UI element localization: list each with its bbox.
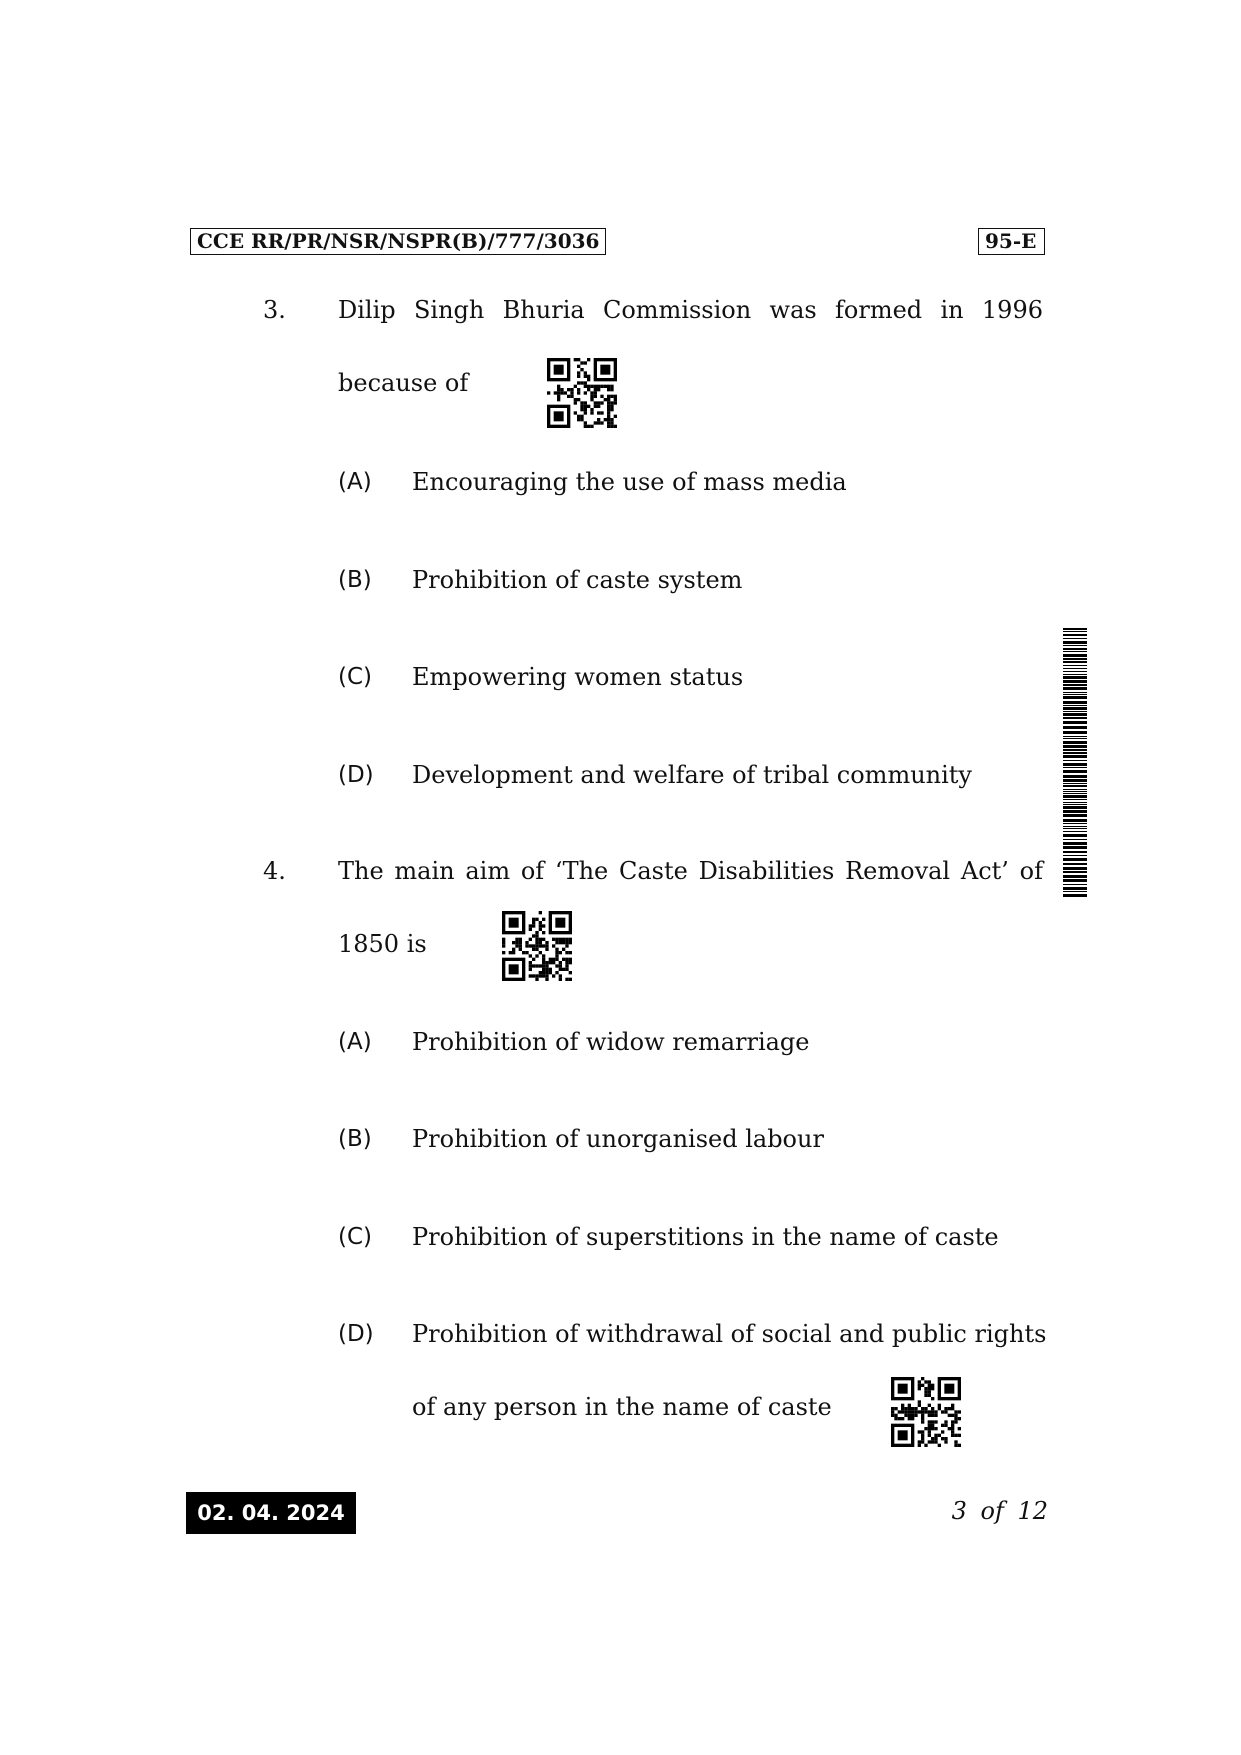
question-3-number: 3. <box>263 296 286 324</box>
question-4-option-label: (D) <box>338 1321 374 1347</box>
question-3-option-text: Empowering women status <box>412 663 744 691</box>
question-4-text-line1: The main aim of ‘The Caste Disabilities Removal Act’ of <box>338 857 1043 885</box>
question-3-option-label: (D) <box>338 762 374 788</box>
qr-code-icon <box>547 358 617 428</box>
question-4-number: 4. <box>263 857 286 885</box>
question-3-option-text: Development and welfare of tribal community <box>412 761 972 789</box>
qr-code-icon <box>891 1377 961 1447</box>
question-4-option-text: Prohibition of unorganised labour <box>412 1125 824 1153</box>
question-3-option-text: Prohibition of caste system <box>412 566 743 594</box>
question-3-option-label: (C) <box>338 664 373 690</box>
paper-code: CCE RR/PR/NSR/NSPR(B)/777/3036 <box>190 228 606 255</box>
question-3-text-line2: because of <box>338 369 469 397</box>
qr-code-icon <box>502 911 572 981</box>
question-3-option-label: (A) <box>338 469 372 495</box>
exam-date-badge: 02. 04. 2024 <box>186 1492 356 1534</box>
question-4-option-text: Prohibition of superstitions in the name of caste <box>412 1223 999 1251</box>
question-4-option-text: Prohibition of widow remarriage <box>412 1028 810 1056</box>
question-4-option-text: Prohibition of withdrawal of social and public rights <box>412 1320 1047 1348</box>
question-4-option-label: (B) <box>338 1126 372 1152</box>
question-4-option-label: (C) <box>338 1224 373 1250</box>
paper-set-code: 95-E <box>978 228 1045 255</box>
question-3-option-label: (B) <box>338 567 372 593</box>
question-4-option-text-continued: of any person in the name of caste <box>412 1393 832 1421</box>
question-4-option-label: (A) <box>338 1029 372 1055</box>
question-3-text-line1: Dilip Singh Bhuria Commission was formed in 1996 <box>338 296 1043 324</box>
page-number: 3 of 12 <box>951 1497 1048 1525</box>
barcode-icon <box>1063 628 1087 898</box>
question-3-option-text: Encouraging the use of mass media <box>412 468 847 496</box>
question-4-text-line2: 1850 is <box>338 930 427 958</box>
